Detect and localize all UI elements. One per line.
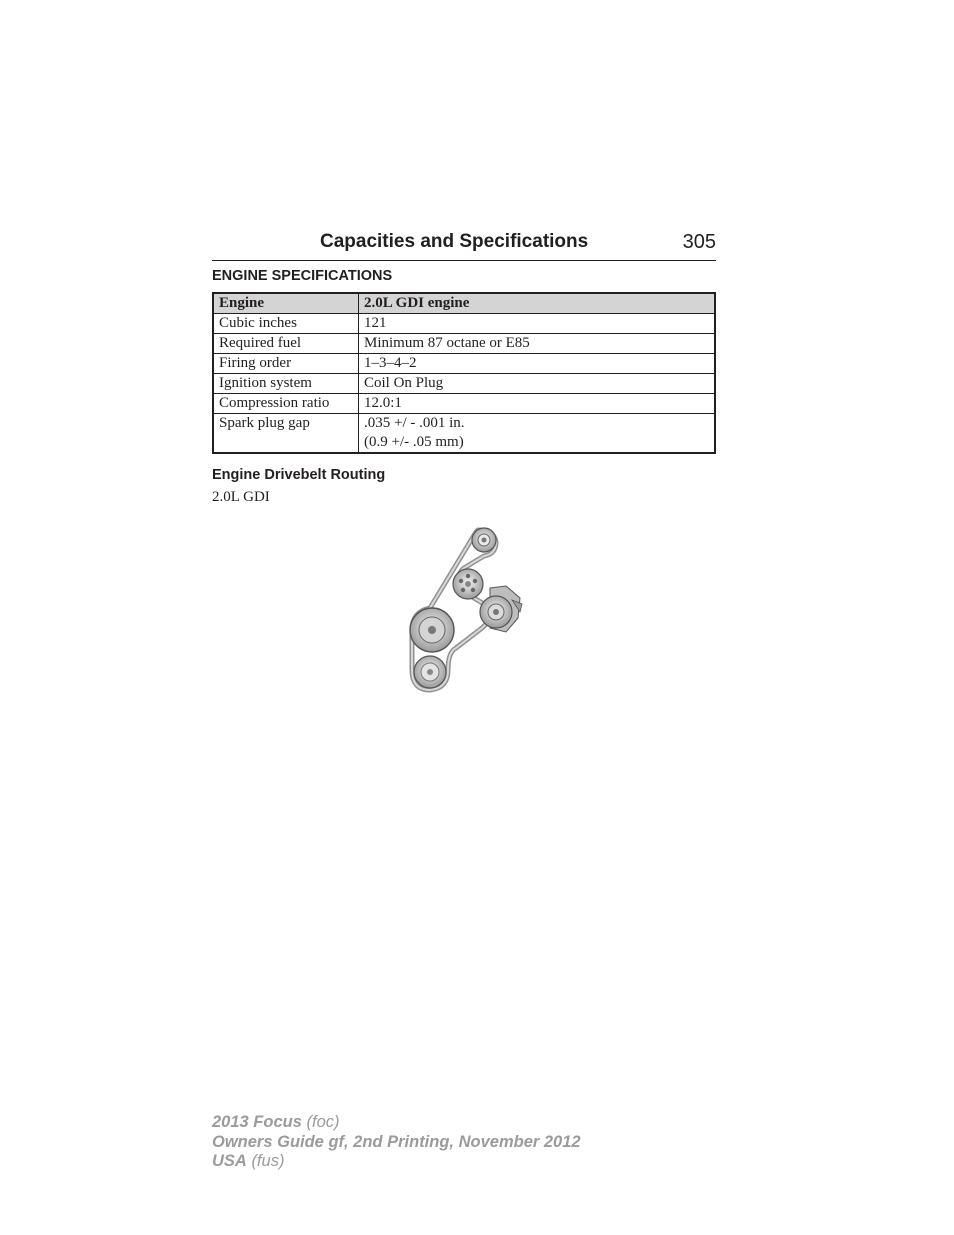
table-cell-label: Compression ratio: [213, 394, 359, 414]
drivebelt-heading: Engine Drivebelt Routing: [212, 467, 386, 483]
table-cell-value: 121: [359, 314, 716, 334]
table-cell-value: 1–3–4–2: [359, 354, 716, 374]
table-header-row: [213, 293, 715, 314]
spark-gap-mm: (0.9 +/- .05 mm): [364, 434, 464, 450]
tensioner-assembly: [480, 586, 522, 632]
drivebelt-engine-label: 2.0L GDI: [212, 489, 270, 505]
table-header-cell: 2.0L GDI engine: [359, 293, 716, 314]
footer-model-code: (foc): [306, 1113, 340, 1131]
spark-gap-inches: .035 +/ - .001 in.: [364, 415, 465, 431]
table-row: [213, 414, 715, 454]
table-row: [213, 314, 715, 334]
drivebelt-routing-diagram: [404, 520, 528, 695]
table-cell-value: Coil On Plug: [359, 374, 716, 394]
ac-compressor-pulley: [414, 656, 446, 688]
table-cell-label: Spark plug gap: [213, 414, 359, 454]
crankshaft-pulley: [410, 608, 454, 652]
section-heading: ENGINE SPECIFICATIONS: [212, 268, 393, 284]
footer-model: 2013 Focus: [212, 1113, 302, 1131]
footer-region-code: (fus): [251, 1152, 285, 1170]
footer-model-line: [212, 1113, 581, 1133]
table-cell-label: Firing order: [213, 354, 359, 374]
table-cell-label: Ignition system: [213, 374, 359, 394]
table-cell-value: [359, 414, 716, 454]
page-header: [212, 228, 716, 261]
page-title: Capacities and Specifications: [320, 231, 589, 252]
table-row: [213, 374, 715, 394]
page-footer: [212, 1113, 581, 1172]
table-row: [213, 394, 715, 414]
table-cell-label: Cubic inches: [213, 314, 359, 334]
table-row: [213, 334, 715, 354]
table-cell-value: 12.0:1: [359, 394, 716, 414]
footer-region-line: [212, 1152, 581, 1172]
table-cell-label: Required fuel: [213, 334, 359, 354]
idler-pulley-top: [472, 528, 496, 552]
alternator-pulley: [453, 569, 483, 599]
table-cell-value: Minimum 87 octane or E85: [359, 334, 716, 354]
footer-guide: Owners Guide gf, 2nd Printing, November 2012: [212, 1132, 581, 1151]
engine-spec-table: [212, 292, 716, 454]
table-row: [213, 354, 715, 374]
footer-region: USA: [212, 1152, 247, 1170]
page-number: 305: [682, 231, 716, 253]
table-header-cell: Engine: [213, 293, 359, 314]
